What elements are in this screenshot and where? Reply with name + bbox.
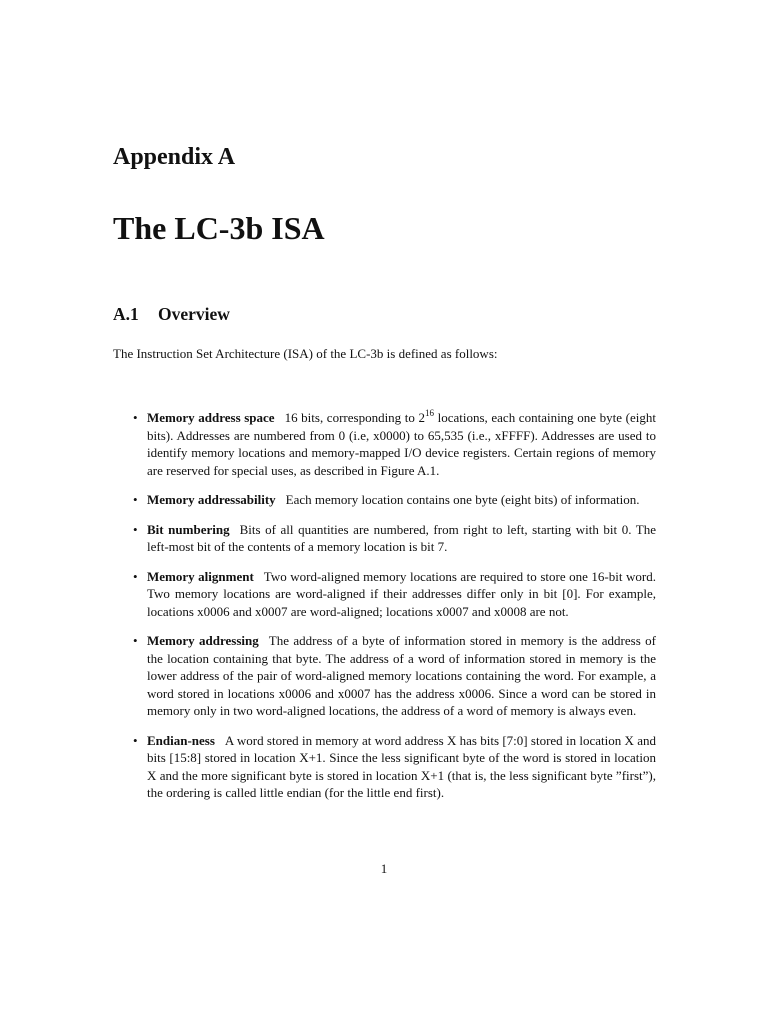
- superscript-exponent: 16: [425, 407, 434, 418]
- list-item-text: The address of a byte of information stored in memory is the address of the location containing that byte. The address of a word of information stored in memory is the lower address of the pair of word-aligned memory locations containing the word. For example, a word stored in locations x0006 and x0007 has the address x0006. Since a word can be stored in memory only in two word-aligned locations, the address of a word of memory is always even.: [147, 633, 656, 718]
- list-item-memory-address-space: [147, 409, 656, 479]
- list-item-endian-ness: [147, 732, 656, 802]
- list-item-term: Memory address space: [147, 410, 275, 425]
- list-item-text: Two word-aligned memory locations are required to store one 16-bit word. Two memory locations are word-aligned if their addresses differ only in bit [0]. For example, locations x0006 and x0007 are word-aligned; locations x0007 and x0008 are not.: [147, 568, 656, 619]
- list-item-text: Bits of all quantities are numbered, from right to left, starting with bit 0. The left-most bit of the contents of a memory location is bit 7.: [147, 521, 656, 554]
- list-item-term: Memory addressing: [147, 633, 259, 648]
- page-number: 1: [380, 861, 388, 876]
- section-number: A.1: [113, 304, 139, 324]
- definition-list: [147, 409, 656, 802]
- list-item-bit-numbering: [147, 521, 656, 556]
- list-item-term: Memory addressability: [147, 492, 276, 507]
- list-item-memory-addressing: [147, 632, 656, 720]
- appendix-label: Appendix A: [113, 144, 236, 170]
- list-item-text: Each memory location contains one byte (eight bits) of information.: [285, 492, 640, 507]
- list-item-text: A word stored in memory at word address X has bits [7:0] stored in location X and bits [15:8] stored in location X+1. Since the less significant byte of the word is stored in location X and the more significant byte is stored in location X+1 (that is, the less significant byte ”first”), the ordering is called little endian (for the little end first).: [147, 732, 656, 800]
- list-item-term: Bit numbering: [147, 521, 230, 537]
- chapter-title: The LC-3b ISA: [113, 210, 325, 246]
- list-item-memory-alignment: [147, 568, 656, 621]
- list-item-text: 16 bits, corresponding to 2: [284, 410, 425, 425]
- list-item-term: Memory alignment: [147, 568, 254, 584]
- intro-paragraph: The Instruction Set Architecture (ISA) of the LC-3b is defined as follows:: [113, 346, 498, 361]
- list-item-memory-addressability: [147, 491, 656, 509]
- list-item-term: Endian-ness: [147, 732, 215, 748]
- section-title: Overview: [158, 304, 230, 324]
- section-heading: [113, 302, 230, 326]
- list-item-text-continued: locations, each containing one byte (eight bits). Addresses are numbered from 0 (i.e, x0000) to 65,535 (i.e., xFFFF). Addresses are used to identify memory locations and memory-mapped I/O device registers. Certain regions of memory are reserved for special uses, as described in Figure A.1.: [147, 410, 656, 478]
